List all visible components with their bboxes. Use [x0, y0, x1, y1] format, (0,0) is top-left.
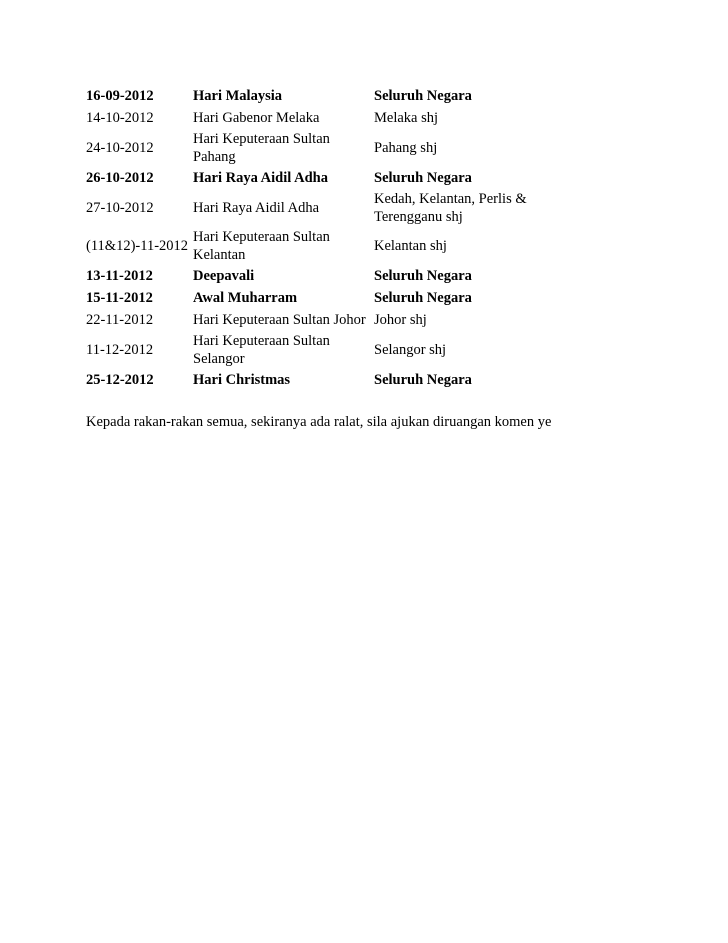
holiday-name: Hari Raya Aidil Adha [193, 200, 320, 216]
holiday-date: (11&12)-11-2012 [86, 238, 189, 254]
holiday-name: Hari Keputeraan Sultan Selangor [193, 333, 330, 367]
holiday-date: 13-11-2012 [86, 268, 153, 284]
table-row [86, 287, 544, 309]
holiday-area: Seluruh Negara [374, 170, 472, 186]
holiday-name: Hari Keputeraan Sultan Kelantan [193, 229, 330, 263]
holiday-area: Selangor shj [374, 342, 447, 358]
holiday-area: Pahang shj [374, 140, 438, 156]
footer-note: Kepada rakan-rakan semua, sekiranya ada ralat, sila ajukan diruangan komen ye [86, 414, 552, 430]
holiday-date: 14-10-2012 [86, 110, 154, 126]
holiday-date: 27-10-2012 [86, 200, 154, 216]
holiday-area: Melaka shj [374, 110, 439, 126]
holiday-area: Seluruh Negara [374, 88, 472, 104]
table-row [86, 227, 544, 265]
holiday-name: Hari Raya Aidil Adha [193, 170, 328, 186]
holiday-name: Awal Muharram [193, 290, 298, 306]
holiday-date: 26-10-2012 [86, 170, 154, 186]
holiday-date: 22-11-2012 [86, 312, 154, 328]
holiday-area: Johor shj [374, 312, 427, 328]
holiday-date: 24-10-2012 [86, 140, 154, 156]
holiday-area: Seluruh Negara [374, 268, 472, 284]
holiday-name: Hari Gabenor Melaka [193, 110, 320, 126]
holiday-name: Hari Keputeraan Sultan Pahang [193, 131, 330, 165]
table-row [86, 189, 544, 227]
holiday-date: 11-12-2012 [86, 342, 154, 358]
holiday-name: Hari Keputeraan Sultan Johor [193, 312, 366, 328]
holiday-name: Deepavali [193, 268, 255, 284]
holiday-name: Hari Christmas [193, 372, 291, 388]
table-row [86, 167, 544, 189]
holiday-date: 16-09-2012 [86, 88, 154, 104]
holiday-area: Kelantan shj [374, 238, 447, 254]
holiday-date: 25-12-2012 [86, 372, 154, 388]
holiday-area: Seluruh Negara [374, 290, 472, 306]
holiday-table [86, 85, 544, 391]
table-row [86, 107, 544, 129]
table-row [86, 331, 544, 369]
holiday-area: Seluruh Negara [374, 372, 472, 388]
table-row [86, 369, 544, 391]
table-row [86, 129, 544, 167]
table-row [86, 309, 544, 331]
table-row [86, 85, 544, 107]
holiday-name: Hari Malaysia [193, 88, 283, 104]
holiday-area: Kedah, Kelantan, Perlis & Terengganu shj [374, 191, 527, 225]
holiday-date: 15-11-2012 [86, 290, 153, 306]
table-row [86, 265, 544, 287]
